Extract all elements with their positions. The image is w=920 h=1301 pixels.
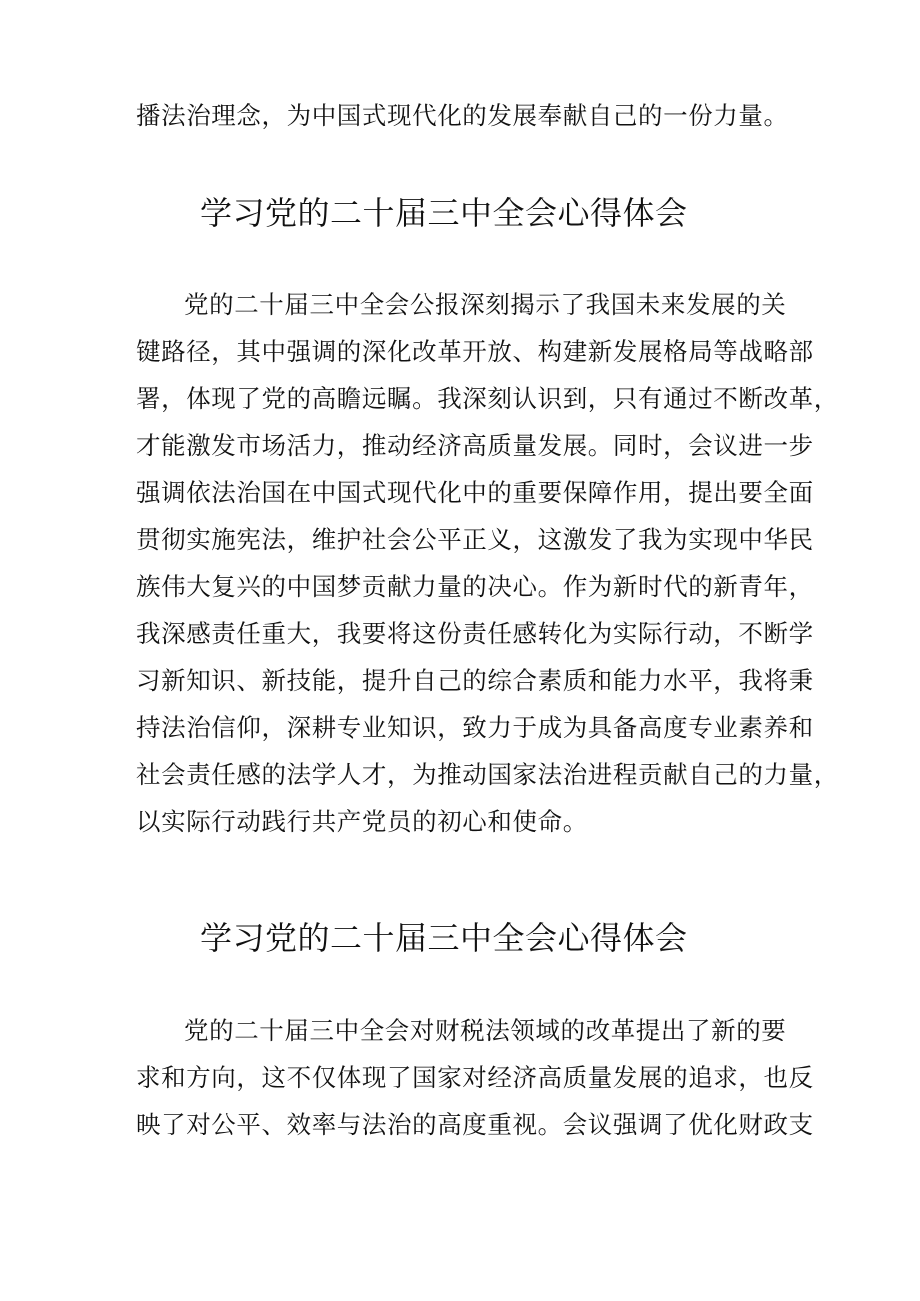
paragraph-line: 求和方向，这不仅体现了国家对经济高质量发展的追求，也反 xyxy=(136,1063,814,1092)
paragraph-line: 习新知识、新技能，提升自己的综合素质和能力水平，我将秉 xyxy=(136,666,814,695)
paragraph-line: 播法治理念，为中国式现代化的发展奉献自己的一份力量。 xyxy=(136,101,789,130)
paragraph-line: 我深感责任重大，我要将这份责任感转化为实际行动，不断学 xyxy=(136,619,814,648)
section-title: 学习党的二十届三中全会心得体会 xyxy=(200,194,688,232)
paragraph-line: 持法治信仰，深耕专业知识，致力于成为具备高度专业素养和 xyxy=(136,713,814,742)
paragraph-line: 署，体现了党的高瞻远瞩。我深刻认识到，只有通过不断改革， xyxy=(136,384,839,413)
paragraph-line: 族伟大复兴的中国梦贡献力量的决心。作为新时代的新青年， xyxy=(136,572,814,601)
paragraph-line: 贯彻实施宪法，维护社会公平正义，这激发了我为实现中华民 xyxy=(136,525,814,554)
paragraph-line: 强调依法治国在中国式现代化中的重要保障作用，提出要全面 xyxy=(136,478,814,507)
paragraph-line: 以实际行动践行共产党员的初心和使命。 xyxy=(136,807,588,836)
paragraph-line: 键路径，其中强调的深化改革开放、构建新发展格局等战略部 xyxy=(136,337,814,366)
paragraph-line: 党的二十届三中全会公报深刻揭示了我国未来发展的关 xyxy=(184,290,787,319)
paragraph-line: 映了对公平、效率与法治的高度重视。会议强调了优化财政支 xyxy=(136,1110,814,1139)
paragraph-line: 党的二十届三中全会对财税法领域的改革提出了新的要 xyxy=(184,1016,787,1045)
section-title: 学习党的二十届三中全会心得体会 xyxy=(200,919,688,957)
paragraph-line: 才能激发市场活力，推动经济高质量发展。同时，会议进一步 xyxy=(136,431,814,460)
paragraph-line: 社会责任感的法学人才，为推动国家法治进程贡献自己的力量， xyxy=(136,760,839,789)
